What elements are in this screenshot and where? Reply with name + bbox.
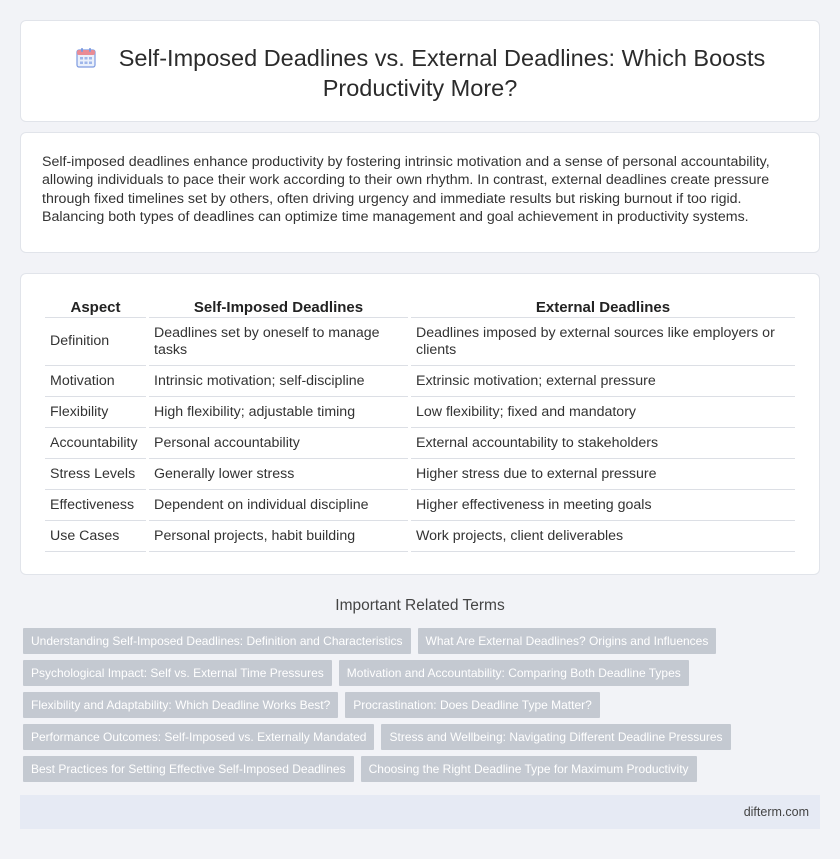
column-header-self-imposed: Self-Imposed Deadlines <box>149 296 408 318</box>
page-title-text: Self-Imposed Deadlines vs. External Deadlines: Which Boosts Productivity More? <box>118 45 766 101</box>
table-cell-external: Higher stress due to external pressure <box>411 459 795 490</box>
related-term-link[interactable]: Psychological Impact: Self vs. External Time Pressures <box>23 660 332 686</box>
related-term-link[interactable]: Performance Outcomes: Self-Imposed vs. Externally Mandated <box>23 724 374 750</box>
related-term-link[interactable]: What Are External Deadlines? Origins and Influences <box>418 628 717 654</box>
table-row <box>45 318 795 366</box>
related-term-link[interactable]: Motivation and Accountability: Comparing Both Deadline Types <box>339 660 689 686</box>
table-cell-aspect: Accountability <box>45 428 146 459</box>
header-card <box>20 20 820 122</box>
tag-row <box>23 756 823 782</box>
calendar-icon <box>75 47 97 69</box>
table-row <box>45 428 795 459</box>
table-cell-self-imposed: Personal accountability <box>149 428 408 459</box>
table-row <box>45 490 795 521</box>
table-cell-self-imposed: Generally lower stress <box>149 459 408 490</box>
related-term-link[interactable]: Choosing the Right Deadline Type for Maximum Productivity <box>361 756 697 782</box>
table-cell-self-imposed: Dependent on individual discipline <box>149 490 408 521</box>
table-cell-aspect: Stress Levels <box>45 459 146 490</box>
title-wrap <box>21 43 819 103</box>
table-cell-external: External accountability to stakeholders <box>411 428 795 459</box>
related-term-link[interactable]: Stress and Wellbeing: Navigating Different Deadline Pressures <box>381 724 730 750</box>
table-cell-aspect: Flexibility <box>45 397 146 428</box>
page-title <box>61 43 779 103</box>
table-row <box>45 521 795 552</box>
tag-row <box>23 628 823 654</box>
table-cell-self-imposed: High flexibility; adjustable timing <box>149 397 408 428</box>
tag-row <box>23 724 823 750</box>
table-cell-self-imposed: Personal projects, habit building <box>149 521 408 552</box>
table-cell-external: Low flexibility; fixed and mandatory <box>411 397 795 428</box>
table-cell-external: Deadlines imposed by external sources like employers or clients <box>411 318 795 366</box>
intro-card <box>20 132 820 253</box>
related-term-link[interactable]: Understanding Self-Imposed Deadlines: Definition and Characteristics <box>23 628 411 654</box>
table-cell-self-imposed: Intrinsic motivation; self-discipline <box>149 366 408 397</box>
table-header-row <box>45 296 795 318</box>
table-row <box>45 366 795 397</box>
related-terms-heading: Important Related Terms <box>335 597 505 614</box>
column-header-external: External Deadlines <box>411 296 795 318</box>
table-row <box>45 459 795 490</box>
related-terms-list <box>23 628 823 788</box>
related-term-link[interactable]: Best Practices for Setting Effective Self-Imposed Deadlines <box>23 756 354 782</box>
intro-paragraph: Self-imposed deadlines enhance productivity by fostering intrinsic motivation and a sense of personal accountability, allowing individuals to pace their work according to their own rhythm. In contrast, external deadlines create pressure through fixed timelines set by others, often driving urgency and immediate results but risking burnout if too rigid. Balancing both types of deadlines can optimize time management and goal achievement in productivity systems. <box>42 154 770 226</box>
related-term-link[interactable]: Flexibility and Adaptability: Which Deadline Works Best? <box>23 692 338 718</box>
comparison-card <box>20 273 820 575</box>
comparison-table <box>42 296 798 552</box>
table-cell-external: Extrinsic motivation; external pressure <box>411 366 795 397</box>
table-cell-aspect: Use Cases <box>45 521 146 552</box>
footer-site-name: difterm.com <box>743 805 809 819</box>
table-cell-aspect: Definition <box>45 318 146 366</box>
table-cell-self-imposed: Deadlines set by oneself to manage tasks <box>149 318 408 366</box>
table-row <box>45 397 795 428</box>
table-cell-external: Higher effectiveness in meeting goals <box>411 490 795 521</box>
tag-row <box>23 692 823 718</box>
footer <box>20 795 820 829</box>
related-term-link[interactable]: Procrastination: Does Deadline Type Matter? <box>345 692 600 718</box>
tag-row <box>23 660 823 686</box>
column-header-aspect: Aspect <box>45 296 146 318</box>
table-cell-aspect: Effectiveness <box>45 490 146 521</box>
table-cell-external: Work projects, client deliverables <box>411 521 795 552</box>
table-cell-aspect: Motivation <box>45 366 146 397</box>
